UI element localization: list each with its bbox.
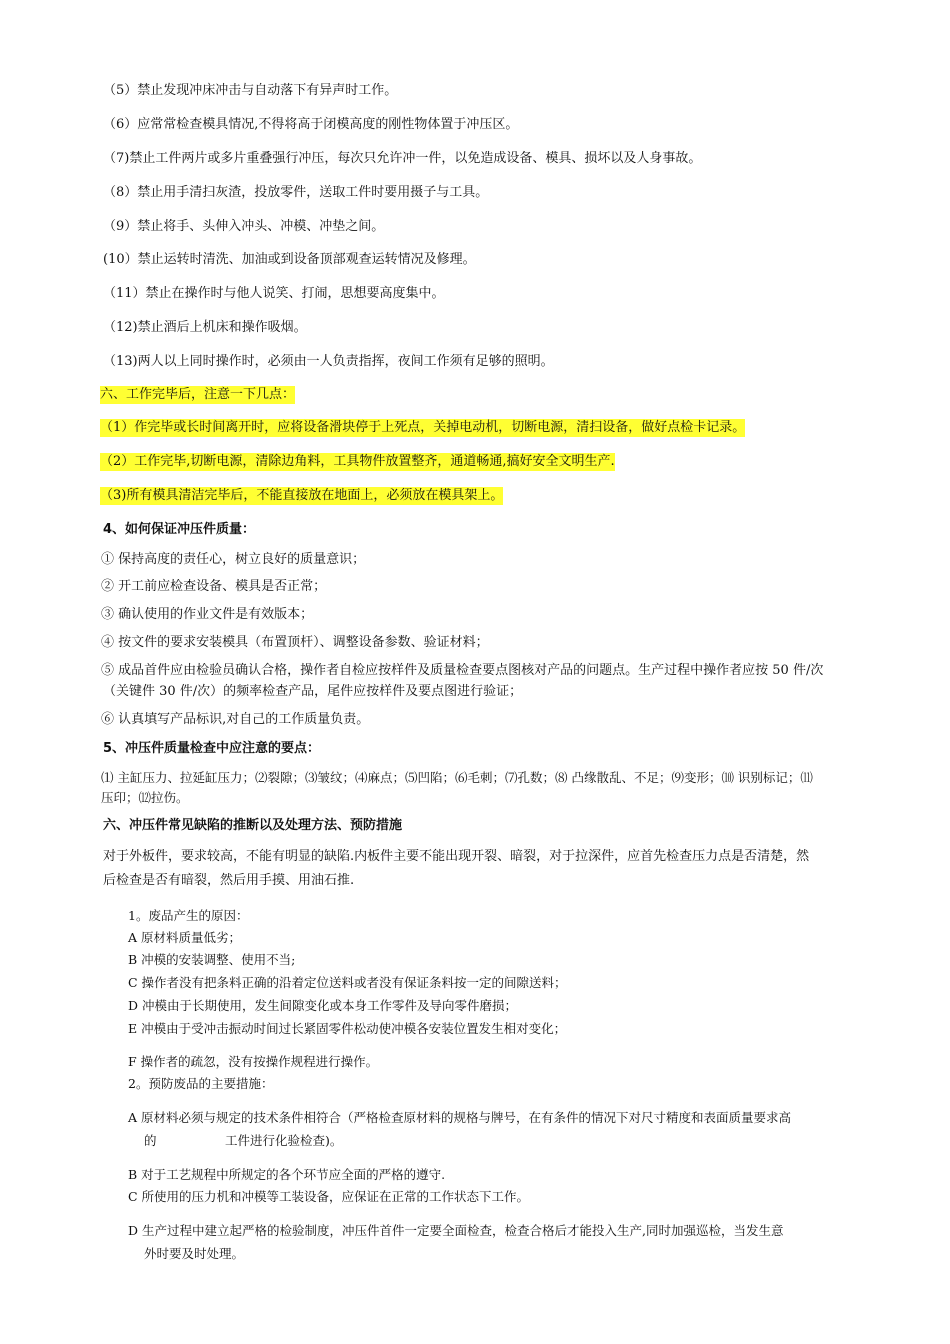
rule-item-12: （12)禁止酒后上机床和操作吸烟。 (103, 320, 307, 335)
finish-item-2: （2）工作完毕,切断电源，清除边角料，工具物件放置整齐，通道畅通,搞好安全文明生产. (100, 454, 615, 469)
quality-item-1: ① 保持高度的责任心，树立良好的质量意识； (101, 552, 366, 567)
quality-item-5: ⑤ 成品首件应由检验员确认合格，操作者自检应按样件及质量检查要点图核对产品的问题点。生产过程中操作者应按 50 件/次 (101, 663, 824, 678)
defects-heading: 六、冲压件常见缺陷的推断以及处理方法、预防措施 (103, 818, 403, 833)
quality-item-4: ④ 按文件的要求安装模具（布置顶杆）、调整设备参数、验证材料； (101, 635, 489, 650)
rule-item-6: （6）应常常检查模具情况,不得将高于闭模高度的刚性物体置于冲压区。 (103, 117, 519, 132)
rule-item-11: （11）禁止在操作时与他人说笑、打闹，思想要高度集中。 (103, 286, 445, 301)
rule-item-7: （7)禁止工件两片或多片重叠强行冲压，每次只允许冲一件，以免造成设备、模具、损坏以及人身事故。 (103, 151, 702, 166)
section-four-heading: 4、如何保证冲压件质量： (103, 522, 256, 537)
rule-item-13: （13)两人以上同时操作时，必须由一人负责指挥，夜间工作须有足够的照明。 (103, 354, 554, 369)
finish-item-1: （1）作完毕或长时间离开时，应将设备滑块停于上死点，关掉电动机，切断电源，清扫设备，做好点检卡记录。 (100, 420, 746, 435)
rule-item-5: （5）禁止发现冲床冲击与自动落下有异声时工作。 (103, 83, 398, 98)
cause-a: A 原材料质量低劣； (128, 930, 242, 945)
measure-c: C 所使用的压力机和冲模等工装设备，应保证在正常的工作状态下工作。 (128, 1189, 530, 1204)
rule-item-8: （8）禁止用手清扫灰渣，投放零件，送取工件时要用摄子与工具。 (103, 185, 489, 200)
cause-c: C 操作者没有把条料正确的沿着定位送料或者没有保证条料按一定的间隙送料； (128, 975, 567, 990)
rule-item-9: （9）禁止将手、头伸入冲头、冲模、冲垫之间。 (103, 219, 385, 234)
finish-item-3: （3)所有模具清洁完毕后，不能直接放在地面上，必须放在模具架上。 (100, 488, 504, 503)
cause-f: F 操作者的疏忽，没有按操作规程进行操作。 (128, 1054, 379, 1069)
causes-title: 1。废品产生的原因： (128, 908, 249, 923)
quality-item-2: ② 开工前应检查设备、模具是否正常； (101, 579, 327, 594)
measure-a-cont-1: 的 (144, 1133, 157, 1148)
measures-title: 2。预防废品的主要措施： (128, 1076, 274, 1091)
measure-d: D 生产过程中建立起严格的检验制度，冲压件首件一定要全面检查，检查合格后才能投入生产,同时加强巡检，当发生意 (128, 1223, 784, 1238)
cause-d: D 冲模由于长期使用，发生间隙变化或本身工作零件及导向零件磨损； (128, 998, 517, 1013)
defects-intro-line-1: 对于外板件，要求较高，不能有明显的缺陷.内板件主要不能出现开裂、暗裂，对于拉深件，应首先检查压力点是否清楚，然 (103, 849, 810, 864)
defects-intro-line-2: 后检查是否有暗裂，然后用手摸、用油石推. (103, 873, 355, 888)
check-points-line-2: 压印；⑿拉伤。 (101, 790, 189, 805)
section-six-heading: 六、工作完毕后，注意一下几点： (100, 387, 296, 402)
measure-a: A 原材料必须与规定的技术条件相符合（严格检查原材料的规格与牌号，在有条件的情况下对尺寸精度和表面质量要求高 (128, 1110, 792, 1125)
check-points-line-1: ⑴ 主缸压力、拉延缸压力；⑵裂隙；⑶皱纹；⑷麻点；⑸凹陷；⑹毛刺；⑺孔数；⑻ 凸缘散乱、不足；⑼变形；⑽ 识别标记；⑾ (101, 770, 813, 785)
quality-item-6: ⑥ 认真填写产品标识,对自己的工作质量负责。 (101, 712, 370, 727)
section-five-heading: 5、冲压件质量检查中应注意的要点： (103, 741, 321, 756)
measure-b: B 对于工艺规程中所规定的各个环节应全面的严格的遵守. (128, 1167, 446, 1182)
rule-item-10: (10）禁止运转时清洗、加油或到设备顶部观查运转情况及修理。 (103, 252, 476, 267)
quality-item-3: ③ 确认使用的作业文件是有效版本； (101, 607, 314, 622)
quality-item-5-cont: （关键件 30 件/次）的频率检查产品，尾件应按样件及要点图进行验证； (103, 684, 523, 699)
cause-e: E 冲模由于受冲击振动时间过长紧固零件松动使冲模各安装位置发生相对变化； (128, 1021, 567, 1036)
measure-a-cont-2: 工件进行化验检查)。 (225, 1133, 343, 1148)
cause-b: B 冲模的安装调整、使用不当; (128, 952, 296, 967)
measure-d-cont: 外时要及时处理。 (144, 1246, 245, 1261)
